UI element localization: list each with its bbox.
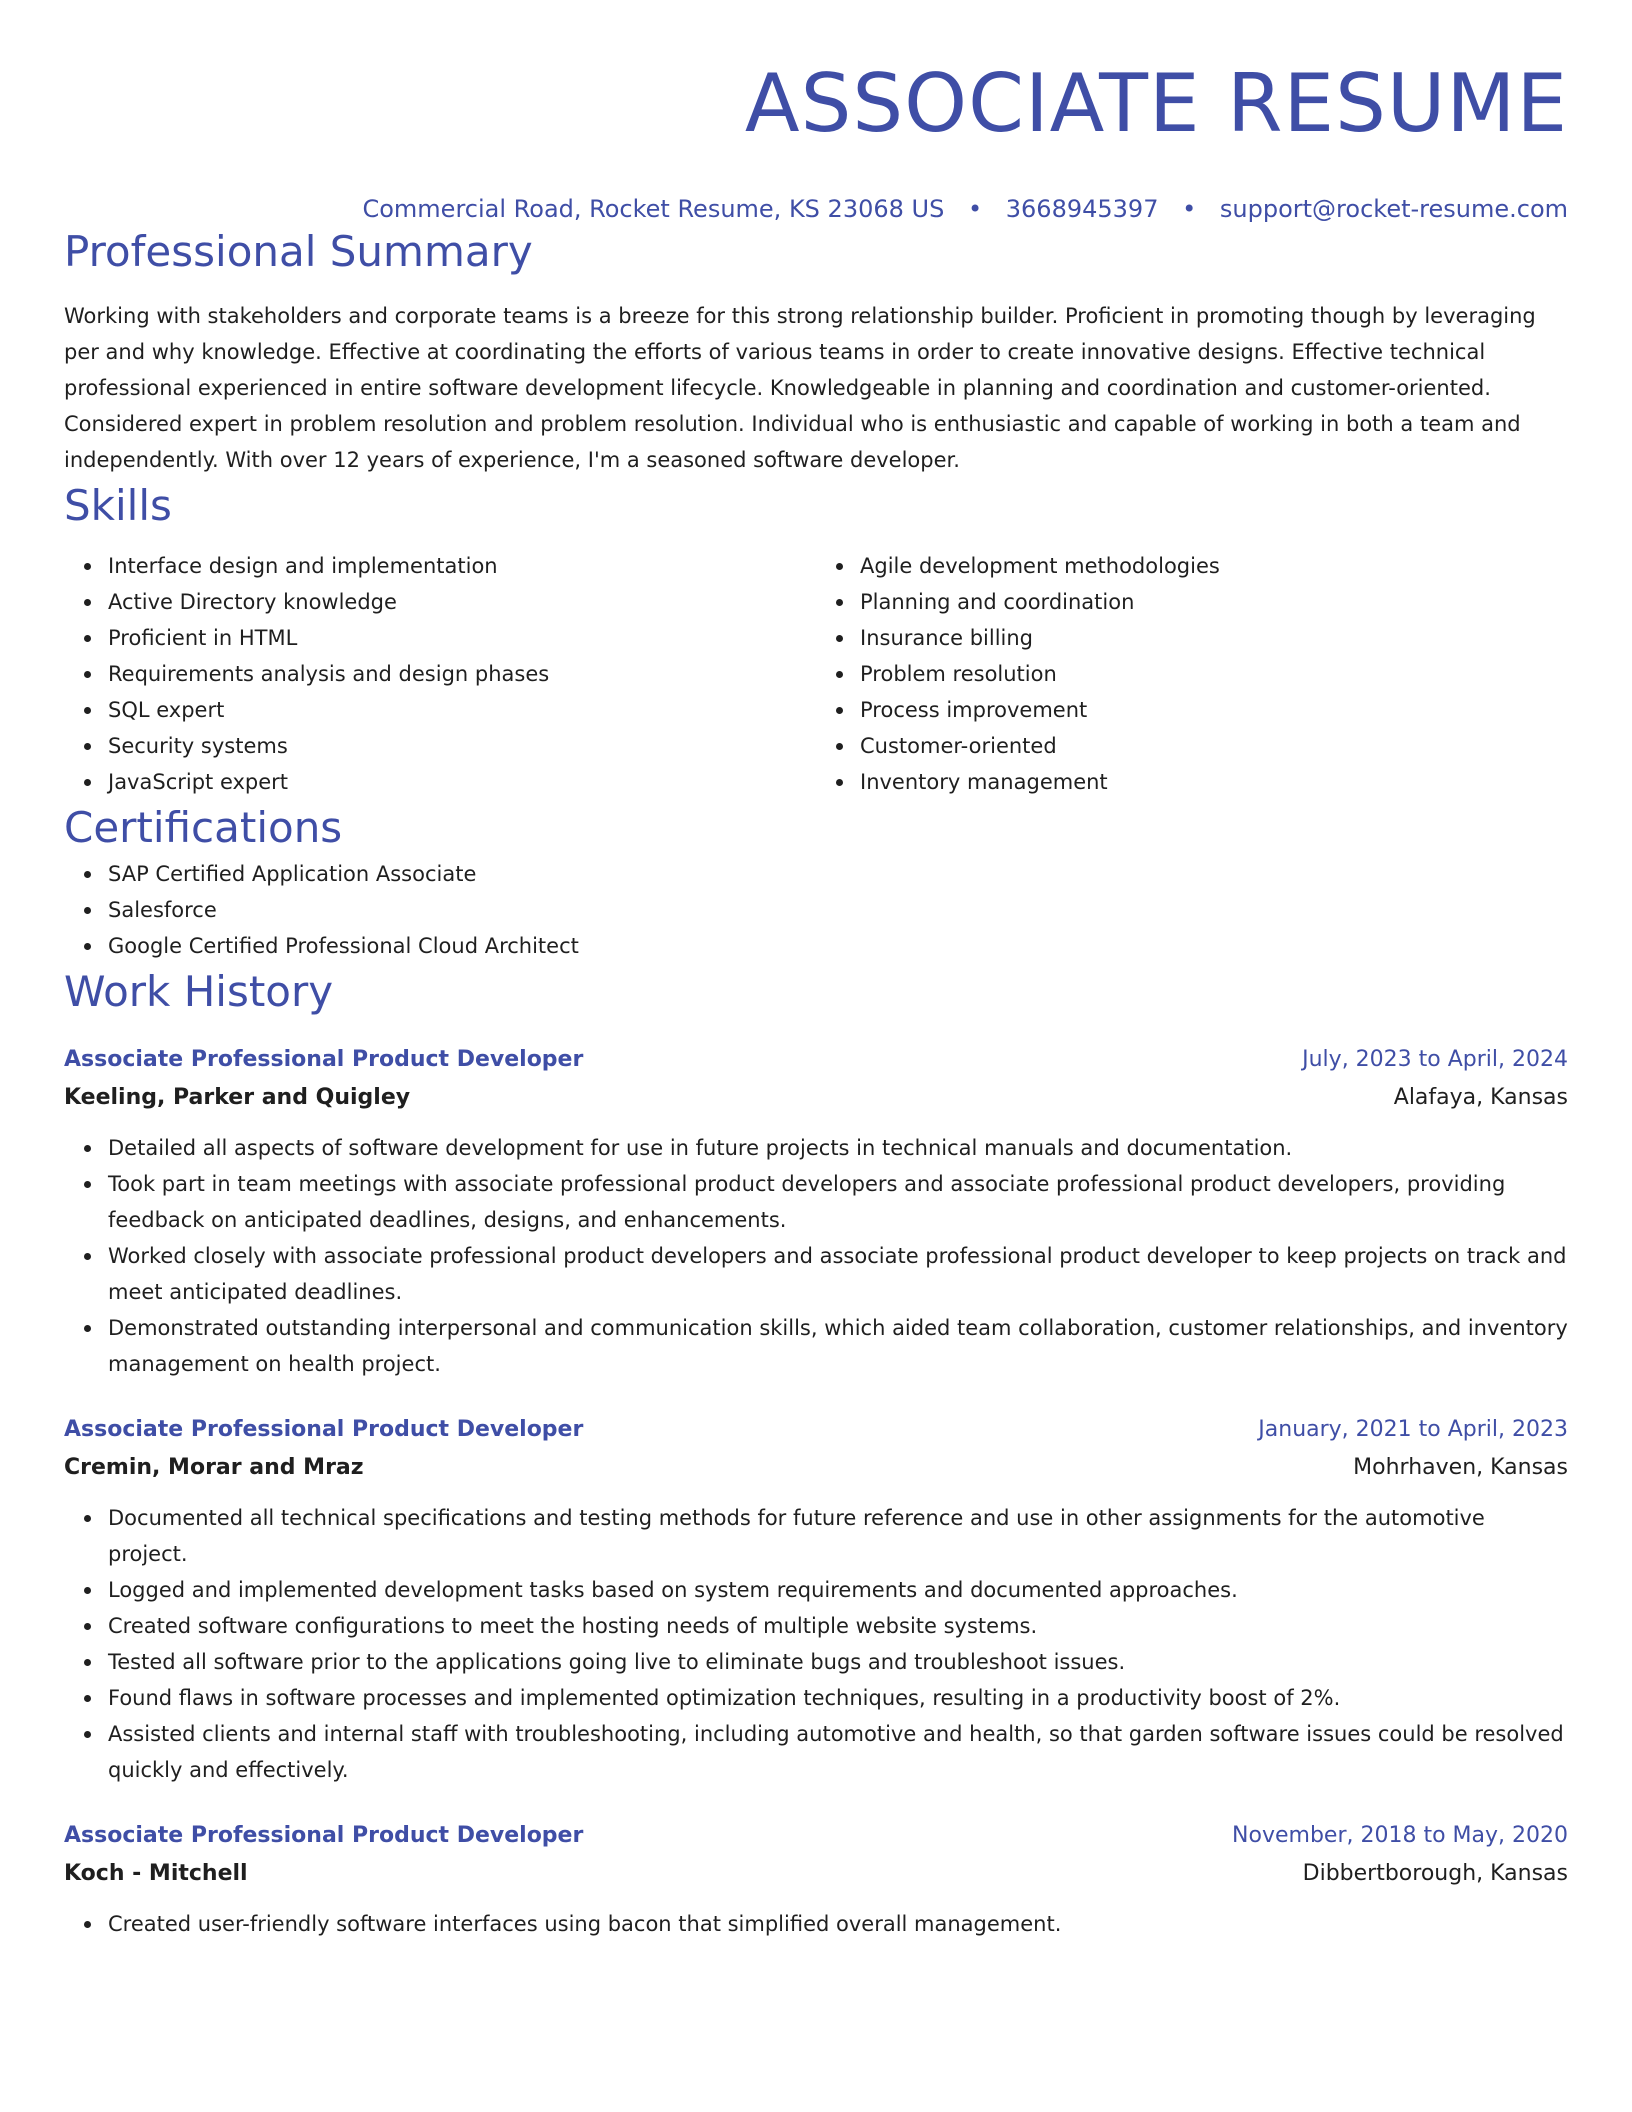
skills-list-left xyxy=(64,548,816,800)
skill-item: Problem resolution xyxy=(860,656,1568,692)
job-bullet: Assisted clients and internal staff with troubleshooting, including automotive and health, so that garden software issues could be resolved quickly and effectively. xyxy=(108,1716,1568,1788)
job-company: Koch - Mitchell xyxy=(64,1861,248,1886)
certification-item: Salesforce xyxy=(108,892,1568,928)
job-title: Associate Professional Product Developer xyxy=(64,1417,584,1442)
job-title: Associate Professional Product Developer xyxy=(64,1823,584,1848)
job-company: Cremin, Morar and Mraz xyxy=(64,1455,364,1480)
skill-item: SQL expert xyxy=(108,692,816,728)
contact-phone: 3668945397 xyxy=(1005,195,1159,223)
skill-item: Customer-oriented xyxy=(860,728,1568,764)
job-bullet: Created user-friendly software interfaces using bacon that simplified overall management. xyxy=(108,1906,1568,1942)
job-bullets xyxy=(64,1906,1568,1942)
skill-item: Security systems xyxy=(108,728,816,764)
skill-item: Agile development methodologies xyxy=(860,548,1568,584)
job-title-row xyxy=(64,1042,1568,1078)
job-location: Mohrhaven, Kansas xyxy=(1353,1455,1568,1480)
summary-heading: Professional Summary xyxy=(64,227,533,276)
job-dates: January, 2021 to April, 2023 xyxy=(1258,1417,1568,1442)
job-bullet: Tested all software prior to the applications going live to eliminate bugs and troubleshoot issues. xyxy=(108,1644,1568,1680)
skill-item: Interface design and implementation xyxy=(108,548,816,584)
certifications-heading: Certifications xyxy=(64,803,343,852)
work-history-heading: Work History xyxy=(64,967,334,1016)
skills-list-right xyxy=(816,548,1568,800)
job-dates: July, 2023 to April, 2024 xyxy=(1302,1047,1568,1072)
job-company: Keeling, Parker and Quigley xyxy=(64,1085,411,1110)
contact-address: Commercial Road, Rocket Resume, KS 23068 US xyxy=(362,195,945,223)
skill-item: JavaScript expert xyxy=(108,764,816,800)
summary-text: Working with stakeholders and corporate teams is a breeze for this strong relationship builder. Proficient in promoting though by leveraging per and why knowledge. Effective at coordinating the efforts of various teams in order to create innovative designs. Effective technical professional experienced in entire software development lifecycle. Knowledgeable in planning and coordination and customer-oriented. Considered expert in problem resolution and problem resolution. Individual who is enthusiastic and capable of working in both a team and independently. With over 12 years of experience, I'm a seasoned software developer. xyxy=(64,304,1536,472)
job-title-row xyxy=(64,1412,1568,1448)
job-title-row xyxy=(64,1818,1568,1854)
job-bullets xyxy=(64,1500,1568,1788)
job-company-row xyxy=(64,1448,1568,1486)
certification-item: SAP Certified Application Associate xyxy=(108,856,1568,892)
job-location: Dibbertborough, Kansas xyxy=(1302,1861,1568,1886)
skills-heading: Skills xyxy=(64,481,172,530)
job-dates: November, 2018 to May, 2020 xyxy=(1232,1823,1568,1848)
resume-header xyxy=(64,0,1568,224)
job-bullet: Created software configurations to meet the hosting needs of multiple website systems. xyxy=(108,1608,1568,1644)
certifications-list xyxy=(64,856,1568,964)
job-entry xyxy=(64,1818,1568,1942)
job-entry xyxy=(64,1412,1568,1788)
skill-item: Requirements analysis and design phases xyxy=(108,656,816,692)
separator-dot: • xyxy=(1182,195,1197,223)
contact-line xyxy=(64,194,1568,224)
skill-item: Planning and coordination xyxy=(860,584,1568,620)
job-location: Alafaya, Kansas xyxy=(1393,1085,1568,1110)
certification-item: Google Certified Professional Cloud Architect xyxy=(108,928,1568,964)
resume-name: ASSOCIATE RESUME xyxy=(744,57,1568,150)
job-title: Associate Professional Product Developer xyxy=(64,1047,584,1072)
job-bullet: Took part in team meetings with associate professional product developers and associate professional product developers, providing feedback on anticipated deadlines, designs, and enhancements. xyxy=(108,1166,1568,1238)
job-bullet: Found flaws in software processes and implemented optimization techniques, resulting in a productivity boost of 2%. xyxy=(108,1680,1568,1716)
skill-item: Active Directory knowledge xyxy=(108,584,816,620)
separator-dot: • xyxy=(967,195,983,223)
contact-email: support@rocket-resume.com xyxy=(1219,195,1568,223)
skill-item: Process improvement xyxy=(860,692,1568,728)
job-bullet: Documented all technical specifications and testing methods for future reference and use in other assignments for the automotive project. xyxy=(108,1500,1568,1572)
job-bullet: Logged and implemented development tasks based on system requirements and documented approaches. xyxy=(108,1572,1568,1608)
job-entry xyxy=(64,1042,1568,1382)
job-company-row xyxy=(64,1078,1568,1116)
skills-columns xyxy=(64,548,1568,800)
job-bullets xyxy=(64,1130,1568,1382)
job-bullet: Detailed all aspects of software development for use in future projects in technical manuals and documentation. xyxy=(108,1130,1568,1166)
job-bullet: Demonstrated outstanding interpersonal and communication skills, which aided team collaboration, customer relationships, and inventory management on health project. xyxy=(108,1310,1568,1382)
skill-item: Insurance billing xyxy=(860,620,1568,656)
skill-item: Proficient in HTML xyxy=(108,620,816,656)
job-bullet: Worked closely with associate professional product developers and associate professional product developer to keep projects on track and meet anticipated deadlines. xyxy=(108,1238,1568,1310)
job-company-row xyxy=(64,1854,1568,1892)
skill-item: Inventory management xyxy=(860,764,1568,800)
